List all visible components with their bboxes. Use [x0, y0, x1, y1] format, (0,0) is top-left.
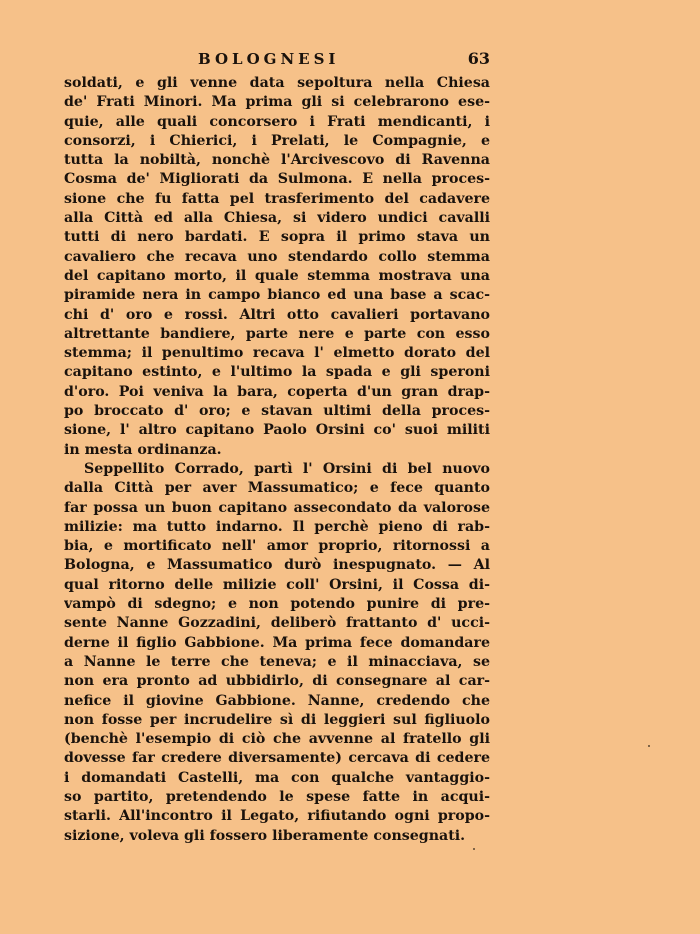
paragraph: [64, 74, 490, 460]
paper-speck: [473, 848, 475, 850]
text-line: vampò di sdegno; e non potendo punire di pre-: [64, 596, 490, 613]
text-line: bia, e mortificato nell' amor proprio, ritornossi a: [64, 538, 490, 555]
text-line: capitano estinto, e l'ultimo la spada e gli speroni: [64, 364, 490, 381]
text-line: sione, l' altro capitano Paolo Orsini co' suoi militi: [64, 422, 490, 439]
text-line: non fosse per incrudelire sì di leggieri sul figliuolo: [64, 711, 490, 728]
text-line: de' Frati Minori. Ma prima gli si celebrarono ese-: [64, 94, 490, 111]
text-line: Bologna, e Massumatico durò inespugnato. — Al: [64, 557, 490, 574]
text-line: (benchè l'esempio di ciò che avvenne al fratello gli: [64, 731, 490, 748]
paper-speck: [648, 745, 650, 747]
text-line: derne il figlio Gabbione. Ma prima fece domandare: [64, 634, 490, 651]
text-line: far possa un buon capitano assecondato da valorose: [64, 499, 490, 516]
text-line: nefice il giovine Gabbione. Nanne, credendo che: [64, 692, 490, 709]
book-page: [64, 44, 490, 846]
text-line: i domandati Castelli, ma con qualche vantaggio-: [64, 769, 490, 786]
text-line: Seppellito Corrado, partì l' Orsini di bel nuovo: [84, 460, 490, 477]
text-line: sente Nanne Gozzadini, deliberò frattanto d' ucci-: [64, 615, 490, 632]
text-line: in mesta ordinanza.: [64, 441, 222, 458]
text-line: dovesse far credere diversamente) cercava di cedere: [64, 750, 490, 767]
text-line: del capitano morto, il quale stemma mostrava una: [64, 267, 490, 284]
text-line: stemma; il penultimo recava l' elmetto dorato del: [64, 345, 490, 362]
text-line: Cosma de' Migliorati da Sulmona. E nella proces-: [64, 171, 490, 188]
page-number: 63: [467, 49, 490, 68]
text-line: sizione, voleva gli fossero liberamente consegnati.: [64, 827, 466, 844]
text-line: alla Città ed alla Chiesa, si videro undici cavalli: [64, 210, 490, 227]
text-line: a Nanne le terre che teneva; e il minacciava, se: [64, 653, 490, 670]
text-line: sione che fu fatta pel trasferimento del cadavere: [64, 190, 490, 207]
paragraph: [64, 460, 490, 846]
text-line: piramide nera in campo bianco ed una base a scac-: [64, 287, 490, 304]
text-line: altrettante bandiere, parte nere e parte con esso: [64, 325, 490, 342]
text-line: non era pronto ad ubbidirlo, di consegnare al car-: [64, 673, 490, 690]
text-line: so partito, pretendendo le spese fatte in acqui-: [64, 788, 490, 805]
text-line: cavaliero che recava uno stendardo collo stemma: [64, 248, 490, 265]
text-line: chi d' oro e rossi. Altri otto cavalieri portavano: [64, 306, 490, 323]
text-line: quie, alle quali concorsero i Frati mendicanti, i: [64, 113, 490, 130]
text-line: tutti di nero bardati. E sopra il primo stava un: [64, 229, 490, 246]
text-line: milizie: ma tutto indarno. Il perchè pieno di rab-: [64, 518, 490, 535]
text-line: tutta la nobiltà, nonchè l'Arcivescovo di Ravenna: [64, 152, 490, 169]
text-line: consorzi, i Chierici, i Prelati, le Compagnie, e: [64, 132, 490, 149]
running-head: BOLOGNESI: [198, 50, 340, 68]
text-line: qual ritorno delle milizie coll' Orsini, il Cossa di-: [64, 576, 490, 593]
text-line: po broccato d' oro; e stavan ultimi della proces-: [64, 403, 490, 420]
text-line: dalla Città per aver Massumatico; e fece quanto: [64, 480, 490, 497]
body-text: [64, 74, 490, 846]
text-line: soldati, e gli venne data sepoltura nella Chiesa: [64, 75, 490, 91]
text-line: starli. All'incontro il Legato, rifiutando ogni propo-: [64, 808, 490, 825]
page-header: [64, 44, 490, 74]
text-line: d'oro. Poi veniva la bara, coperta d'un gran drap-: [64, 383, 490, 400]
